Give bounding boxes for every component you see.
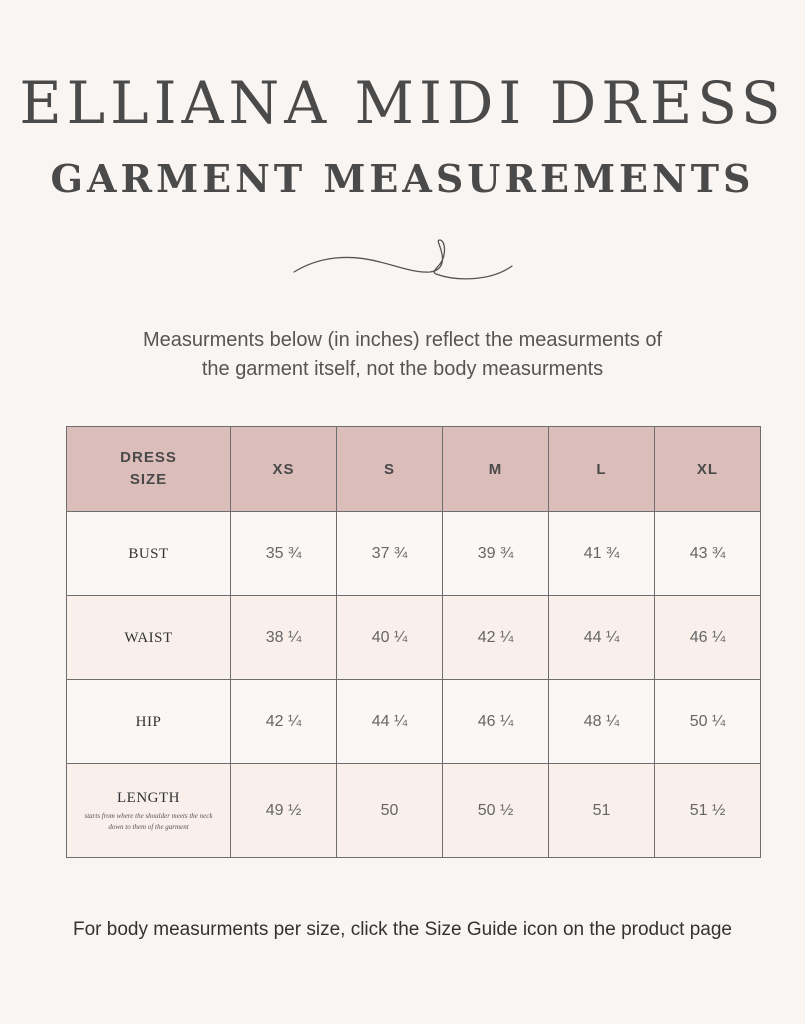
waist-m-value: 42 ¼ <box>477 628 514 646</box>
size-header-l: L <box>549 427 655 512</box>
hip-l-value: 48 ¼ <box>583 712 620 730</box>
dress-size-header <box>67 427 231 512</box>
hip-xs-value: 42 ¼ <box>265 712 302 730</box>
value-cell <box>549 680 655 764</box>
waist-l-value: 44 ¼ <box>583 628 620 646</box>
table-row-bust <box>67 512 761 596</box>
value-cell <box>655 512 761 596</box>
row-label-length: LENGTH <box>117 789 180 806</box>
length-s-value: 50 <box>380 801 399 819</box>
table-header-row <box>67 427 761 512</box>
length-note: starts from where the shoulder meets the neck down to them of the garment <box>84 811 213 831</box>
row-label-waist: WAIST <box>124 629 173 646</box>
row-label-cell <box>67 764 231 858</box>
dress-size-header-line-2: SIZE <box>129 471 168 488</box>
row-label-hip: HIP <box>135 713 162 730</box>
table-row-length <box>67 764 761 858</box>
value-cell <box>337 596 443 680</box>
page-subtitle: GARMENT MEASUREMENTS <box>50 156 755 201</box>
value-cell <box>443 512 549 596</box>
value-cell <box>231 680 337 764</box>
intro-line-2: the garment itself, not the body measurments <box>201 358 604 380</box>
intro-line-1: Measurments below (in inches) reflect the measurments of <box>142 329 663 351</box>
swirl-divider-icon <box>290 236 518 288</box>
intro-text <box>100 326 705 384</box>
hip-m-value: 46 ¼ <box>477 712 514 730</box>
value-cell <box>549 512 655 596</box>
length-xs-value: 49 ½ <box>265 801 302 819</box>
bust-s-value: 37 ¾ <box>371 544 408 562</box>
waist-xs-value: 38 ¼ <box>265 628 302 646</box>
size-header-xs: XS <box>231 427 337 512</box>
dress-size-header-line-1: DRESS <box>120 449 177 466</box>
value-cell <box>443 764 549 858</box>
value-cell <box>337 764 443 858</box>
page-title: ELLIANA MIDI DRESS <box>19 69 786 137</box>
value-cell <box>655 596 761 680</box>
size-table <box>66 426 761 858</box>
length-xl-value: 51 ½ <box>689 801 726 819</box>
value-cell <box>443 680 549 764</box>
row-label-cell <box>67 680 231 764</box>
waist-xl-value: 46 ¼ <box>689 628 726 646</box>
waist-s-value: 40 ¼ <box>371 628 408 646</box>
value-cell <box>231 764 337 858</box>
value-cell <box>443 596 549 680</box>
row-label-bust: BUST <box>128 545 169 562</box>
bust-m-value: 39 ¾ <box>477 544 514 562</box>
value-cell <box>337 680 443 764</box>
hip-xl-value: 50 ¼ <box>689 712 726 730</box>
hip-s-value: 44 ¼ <box>371 712 408 730</box>
bust-xl-value: 43 ¾ <box>689 544 726 562</box>
footer-note: For body measurments per size, click the Size Guide icon on the product page <box>72 919 732 940</box>
size-header-m: M <box>443 427 549 512</box>
table-row-waist <box>67 596 761 680</box>
value-cell <box>549 596 655 680</box>
value-cell <box>655 764 761 858</box>
length-m-value: 50 ½ <box>477 801 514 819</box>
length-l-value: 51 <box>592 801 611 819</box>
row-label-cell <box>67 512 231 596</box>
size-header-xl: XL <box>655 427 761 512</box>
value-cell <box>549 764 655 858</box>
value-cell <box>231 596 337 680</box>
row-label-cell <box>67 596 231 680</box>
bust-xs-value: 35 ¾ <box>265 544 302 562</box>
value-cell <box>231 512 337 596</box>
table-row-hip <box>67 680 761 764</box>
value-cell <box>655 680 761 764</box>
size-header-s: S <box>337 427 443 512</box>
bust-l-value: 41 ¾ <box>583 544 620 562</box>
value-cell <box>337 512 443 596</box>
